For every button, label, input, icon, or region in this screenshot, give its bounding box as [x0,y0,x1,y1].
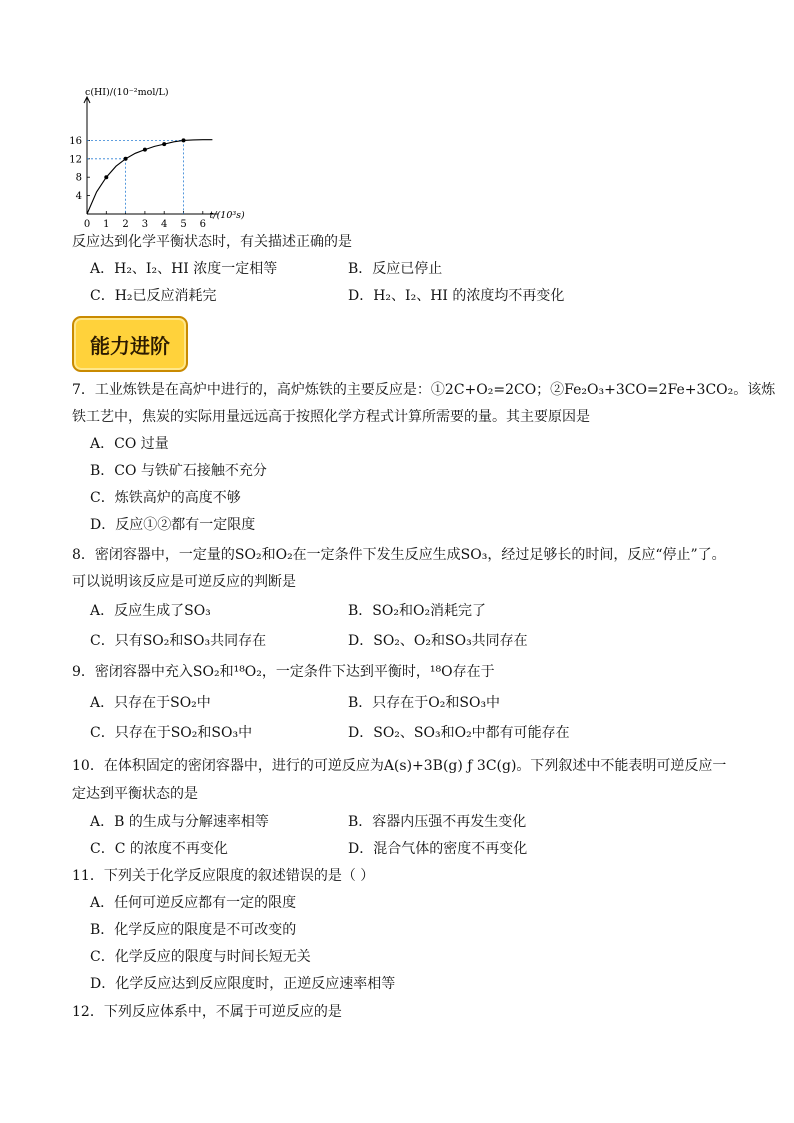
q9-option-b[interactable]: B．只存在于O₂和SO₃中 [348,695,501,711]
q8-option-d[interactable]: D．SO₂、O₂和SO₃共同存在 [348,633,528,649]
q10-stem-line2: 定达到平衡状态的是 [72,786,198,802]
q10-option-a[interactable]: A．B 的生成与分解速率相等 [90,814,269,830]
q7-option-b[interactable]: B．CO 与铁矿石接触不充分 [90,463,267,479]
data-point [182,138,186,142]
x-tick-label: 6 [199,219,206,228]
data-point [143,148,147,152]
q10-option-b[interactable]: B．容器内压强不再发生变化 [348,814,527,830]
y-tick-label: 4 [75,191,82,203]
q7-stem-line2: 铁工艺中，焦炭的实际用量远远高于按照化学方程式计算所需要的量。其主要原因是 [72,409,590,425]
x-tick-label: 2 [122,219,129,228]
q10-option-c[interactable]: C．C 的浓度不再变化 [90,841,228,857]
q6-option-d[interactable]: D．H₂、I₂、HI 的浓度均不再变化 [348,288,565,304]
q8-option-b[interactable]: B．SO₂和O₂消耗完了 [348,603,487,619]
q6-option-b[interactable]: B．反应已停止 [348,261,443,277]
q11-option-c[interactable]: C．化学反应的限度与时间长短无关 [90,949,311,965]
q10-stem-line1: 10．在体积固定的密闭容器中，进行的可逆反应为A(s)+3B(g) ƒ 3C(g)。下列叙述中不能表明可逆反应一 [72,758,727,774]
x-tick-label: 4 [161,219,168,228]
q11-option-a[interactable]: A．任何可逆反应都有一定的限度 [90,895,297,911]
y-tick-label: 16 [69,135,82,147]
q9-stem: 9．密闭容器中充入SO₂和¹⁸O₂，一定条件下达到平衡时，¹⁸O存在于 [72,664,495,680]
q9-option-a[interactable]: A．只存在于SO₂中 [90,695,211,711]
q8-stem-line2: 可以说明该反应是可逆反应的判断是 [72,574,296,590]
q11-option-d[interactable]: D．化学反应达到反应限度时，正逆反应速率相等 [90,976,396,992]
data-point [104,175,108,179]
x-tick-label: 3 [141,219,149,228]
q9-option-c[interactable]: C．只存在于SO₂和SO₃中 [90,725,253,741]
x-tick-label: 5 [180,219,187,228]
y-axis-label: c(HI)/(10⁻²mol/L) [85,88,169,98]
q6-option-a[interactable]: A．H₂、I₂、HI 浓度一定相等 [90,261,278,277]
x-axis-label: t/(10³s) [209,210,245,221]
q11-stem: 11．下列关于化学反应限度的叙述错误的是（ ） [72,868,375,884]
q10-option-d[interactable]: D．混合气体的密度不再变化 [348,841,528,857]
q7-option-a[interactable]: A．CO 过量 [90,436,169,452]
x-tick-label: 1 [103,219,110,228]
q7-option-d[interactable]: D．反应①②都有一定限度 [90,517,256,533]
q9-option-d[interactable]: D．SO₂、SO₃和O₂中都有可能存在 [348,725,570,741]
q8-option-c[interactable]: C．只有SO₂和SO₃共同存在 [90,633,267,649]
q12-stem: 12．下列反应体系中，不属于可逆反应的是 [72,1004,342,1020]
hi-concentration-chart [68,88,298,228]
q7-stem-line1: 7．工业炼铁是在高炉中进行的，高炉炼铁的主要反应是：①2C+O₂=2CO；②Fe₂O₃+3CO=2Fe+3CO₂。该炼 [72,382,776,398]
q8-option-a[interactable]: A．反应生成了SO₃ [90,603,211,619]
q8-stem-line1: 8．密闭容器中，一定量的SO₂和O₂在一定条件下发生反应生成SO₃，经过足够长的时间，反应“停止”了。 [72,547,726,563]
chart-plot [69,88,245,228]
x-tick-label: 0 [83,219,91,228]
q6-option-c[interactable]: C．H₂已反应消耗完 [90,288,217,304]
q7-option-c[interactable]: C．炼铁高炉的高度不够 [90,490,241,506]
section-badge: 能力进阶 [72,316,188,372]
y-tick-label: 12 [69,154,82,166]
data-point [162,142,166,146]
q11-option-b[interactable]: B．化学反应的限度是不可改变的 [90,922,297,938]
q6-stem: 反应达到化学平衡状态时，有关描述正确的是 [72,234,352,250]
y-tick-label: 8 [75,172,82,184]
data-point [124,157,128,161]
